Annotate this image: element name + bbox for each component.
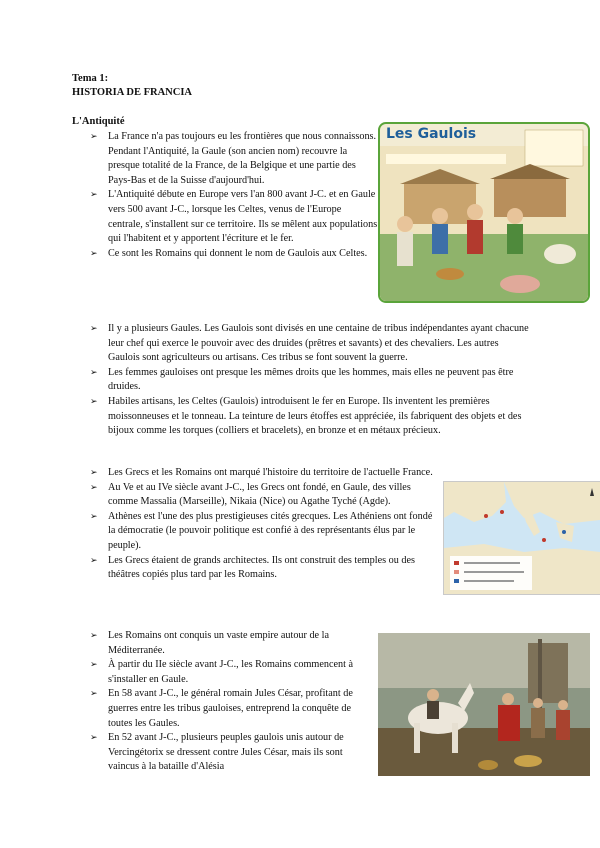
list-item: ➢ Il y a plusieurs Gaules. Les Gaulois sont divisés en une centaine de tribus indépendantes ayant chacune leur chef qui exerce le pouvoir avec des druides (prêtres et savants) et des chevaliers. Les autres Gaulois sont agriculteurs ou artisans. Ces tribus se font souvent la guerre. — [90, 323, 529, 364]
list-item: ➢ En 52 avant J-C., plusieurs peuples gaulois unis autour de Vercingétorix se dressent contre Jules César, mais ils sont vaincus à la bataille d'Alésia — [90, 732, 344, 773]
arrow-bullet-icon: ➢ — [90, 468, 98, 478]
arrow-bullet-icon: ➢ — [90, 733, 98, 744]
list-item: ➢ Les Grecs et les Romains ont marqué l'histoire du territoire de l'actuelle France. — [90, 466, 434, 481]
arrow-bullet-icon: ➢ — [90, 396, 98, 407]
arrow-bullet-icon: ➢ — [90, 689, 98, 700]
mediterranean-map — [443, 481, 600, 595]
arrow-bullet-icon: ➢ — [90, 511, 98, 522]
gaulois-illustration — [378, 122, 590, 303]
list-item: ➢ Au Ve et au IVe siècle avant J-C., les Grecs ont fondé, en Gaule, des villes comme Massalia (Marseille), Nikaia (Nice) ou Agathe Tyché (Agde). — [90, 481, 411, 508]
arrow-bullet-icon: ➢ — [90, 132, 98, 142]
illustration-title: Les Gaulois — [386, 126, 477, 142]
antiquite-list — [90, 130, 378, 261]
list-item: ➢ À partir du IIe siècle avant J-C., les Romains commencent à s'installer en Gaule. — [90, 659, 353, 685]
arrow-bullet-icon: ➢ — [90, 660, 98, 671]
list-item: ➢ En 58 avant J-C., le général romain Jules César, profitant de guerres entre les tribus gauloises, entreprend la conquête de toutes les Gaules. — [90, 688, 353, 729]
map-drawing — [444, 482, 600, 594]
list-item: ➢ Les femmes gauloises ont presque les mêmes droits que les hommes, mais elles ne peuvent pas être druides. — [90, 366, 514, 393]
grecs-list — [90, 466, 434, 583]
arrow-bullet-icon: ➢ — [90, 248, 98, 259]
list-item: ➢ La France n'a pas toujours eu les frontières que nous connaissons. Pendant l'Antiquité, la Gaule (son ancien nom) recouvre la presque totalité de la France, de la Belgique et une partie des Pays-Bas et de la Suisse d'aujourd'hui. — [90, 131, 377, 186]
painting-drawing — [378, 633, 590, 776]
gaulois-list — [90, 322, 530, 439]
arrow-bullet-icon: ➢ — [90, 190, 98, 201]
arrow-bullet-icon: ➢ — [90, 324, 98, 334]
list-item: ➢ Ce sont les Romains qui donnent le nom de Gaulois aux Celtes. — [90, 247, 378, 262]
romains-list — [90, 629, 362, 775]
list-item: ➢ Athènes est l'une des plus prestigieuses cités grecques. Les Athéniens ont fondé la démocratie (le pouvoir politique est confié à des représentants élus par le peuple). — [90, 510, 433, 551]
list-item: ➢ Habiles artisans, les Celtes (Gaulois) introduisent le fer en Europe. Ils inventent les premières moissonneuses et le tonneau. La teinture de leurs étoffes est appréciée, ils fabriquent des objets et des bijoux comme les torques (colliers et bracelets), en bronze et en métaux précieux. — [90, 395, 522, 437]
arrow-bullet-icon: ➢ — [90, 367, 98, 378]
vercingetorix-painting — [378, 633, 590, 776]
arrow-bullet-icon: ➢ — [90, 482, 98, 493]
arrow-bullet-icon: ➢ — [90, 631, 98, 641]
list-item: ➢ Les Grecs étaient de grands architectes. Ils ont construit des temples ou des théâtres copiés plus tard par les Romains. — [90, 554, 415, 581]
gaulois-drawing — [380, 124, 588, 301]
arrow-bullet-icon: ➢ — [90, 555, 98, 566]
section-heading: L'Antiquité — [72, 116, 125, 127]
list-item: ➢ Les Romains ont conquis un vaste empire autour de la Méditerranée. — [90, 630, 329, 656]
theme-label: Tema 1: — [72, 73, 109, 84]
page-title: HISTORIA DE FRANCIA — [72, 87, 192, 98]
list-item: ➢ L'Antiquité débute en Europe vers l'an 800 avant J-C. et en Gaule vers 500 avant J-C., lorsque les Celtes, venus de l'Europe centrale, s'installent sur ce territoire. Ils se mêlent aux populations qui l'habitent et y apportent l'écriture et le fer. — [90, 189, 378, 245]
